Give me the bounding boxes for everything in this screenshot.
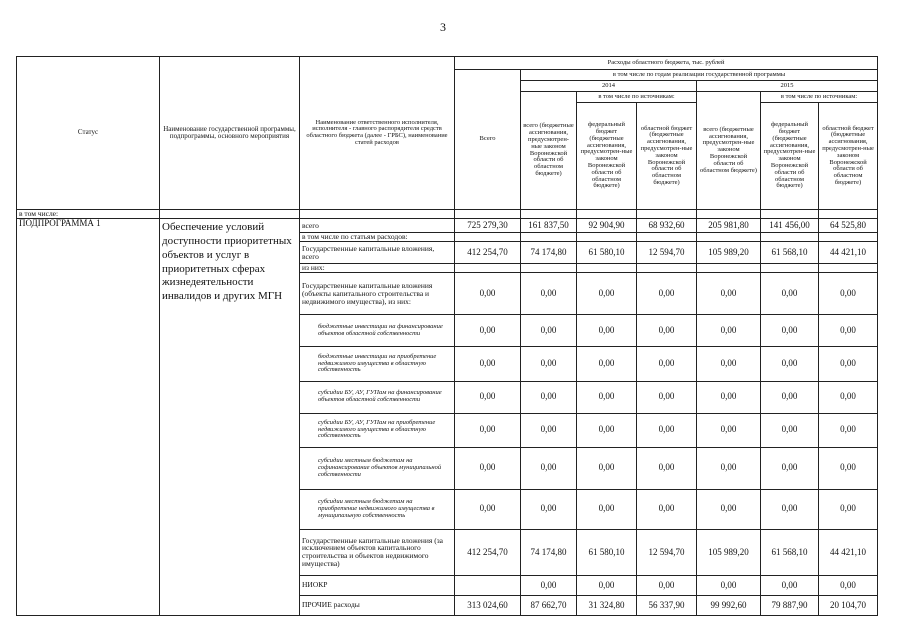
value-2015-federal: 0,00 <box>761 381 819 413</box>
header-program-name: Наименование государственной программы, подпрограммы, основного мероприятия <box>160 57 300 210</box>
value-2014-federal: 0,00 <box>577 315 637 347</box>
value-2015-federal: 0,00 <box>761 347 819 381</box>
value-2014-all: 0,00 <box>521 447 577 489</box>
value-2015-all: 205 981,80 <box>697 219 761 233</box>
value-2014-federal: 31 324,80 <box>577 595 637 615</box>
row-label: Государственные капитальные вложения (объекты капитального строительства и недвижимого имущества), из них: <box>300 273 455 315</box>
row-label: бюджетные инвестиции на приобретение недвижимого имущества в областную собственность <box>300 347 455 381</box>
value-2015-regional: 0,00 <box>819 447 878 489</box>
row-label: всего <box>300 219 455 233</box>
row-label: субсидии местным бюджетам на приобретение недвижимого имущества в муниципальную собственность <box>300 489 455 529</box>
row-label: в том числе по статьям расходов: <box>300 233 455 242</box>
value-2014-regional: 68 932,60 <box>637 219 697 233</box>
value-2015-federal: 0,00 <box>761 489 819 529</box>
budget-table <box>16 56 878 616</box>
value-total: 0,00 <box>455 489 521 529</box>
value-2015-federal: 141 456,00 <box>761 219 819 233</box>
header-expenses: Расходы областного бюджета, тыс. рублей <box>455 57 878 70</box>
value-2015-federal: 79 887,90 <box>761 595 819 615</box>
value-2014-all: 0,00 <box>521 381 577 413</box>
header-2014-by-sources: в том числе по источникам: <box>577 92 697 103</box>
value-2014-federal: 0,00 <box>577 447 637 489</box>
value-2014-all: 87 662,70 <box>521 595 577 615</box>
subprogram-status: ПОДПРОГРАММА 1 <box>17 219 160 616</box>
row-label: из них: <box>300 264 455 273</box>
value-2015-all: 0,00 <box>697 447 761 489</box>
header-2015-federal: федеральный бюджет (бюджетные ассигнования, предусмотрен-ные законом Воронежской области об областном бюджете) <box>761 103 819 210</box>
header-2015-all: всего (бюджетные ассигнования, предусмотрен-ные законом Воронежской области об областном бюджете) <box>697 92 761 210</box>
header-2014-federal: федеральный бюджет (бюджетные ассигнования, предусмотрен-ные законом Воронежской области об областном бюджете) <box>577 103 637 210</box>
row-label: Государственные капитальные вложения, всего <box>300 242 455 264</box>
value-2014-federal: 61 580,10 <box>577 529 637 575</box>
value-2015-all: 0,00 <box>697 575 761 595</box>
value-total: 0,00 <box>455 273 521 315</box>
header-year-2015: 2015 <box>697 81 878 92</box>
header-2015-regional: областной бюджет (бюджетные ассигнования, предусмотрен-ные законом Воронежской области об областном бюджете) <box>819 103 878 210</box>
value-2014-federal: 0,00 <box>577 575 637 595</box>
value-total: 0,00 <box>455 447 521 489</box>
value-2014-all: 0,00 <box>521 315 577 347</box>
header-year-2014: 2014 <box>521 81 697 92</box>
value-2014-all: 161 837,50 <box>521 219 577 233</box>
value-2015-federal: 61 568,10 <box>761 529 819 575</box>
value-2014-regional: 0,00 <box>637 381 697 413</box>
value-total: 0,00 <box>455 315 521 347</box>
value-2015-federal: 0,00 <box>761 575 819 595</box>
value-total: 0,00 <box>455 381 521 413</box>
value-2015-regional: 0,00 <box>819 575 878 595</box>
value-2014-regional: 12 594,70 <box>637 242 697 264</box>
header-2014-all: всего (бюджетные ассигнования, предусмотрен-ные законом Воронежской области об областном бюджете) <box>521 92 577 210</box>
value-2015-regional: 44 421,10 <box>819 242 878 264</box>
subprogram-name: Обеспечение условий доступности приоритетных объектов и услуг в приоритетных сферах жизнедеятельности инвалидов и других МГН <box>160 219 300 616</box>
value-total: 0,00 <box>455 347 521 381</box>
value-2014-regional: 0,00 <box>637 315 697 347</box>
value-2015-regional: 0,00 <box>819 489 878 529</box>
value-2014-all: 0,00 <box>521 413 577 447</box>
value-total: 313 024,60 <box>455 595 521 615</box>
value-2014-all: 0,00 <box>521 347 577 381</box>
value-2014-regional: 0,00 <box>637 273 697 315</box>
value-2014-regional: 0,00 <box>637 347 697 381</box>
value-2015-regional: 64 525,80 <box>819 219 878 233</box>
value-2014-federal: 61 580,10 <box>577 242 637 264</box>
value-2014-regional: 0,00 <box>637 447 697 489</box>
value-2015-all: 105 989,20 <box>697 529 761 575</box>
including-label: в том числе: <box>17 210 160 219</box>
value-2014-regional: 12 594,70 <box>637 529 697 575</box>
value-2015-all: 0,00 <box>697 315 761 347</box>
value-2015-regional: 0,00 <box>819 381 878 413</box>
value-2015-federal: 0,00 <box>761 273 819 315</box>
value-total: 725 279,30 <box>455 219 521 233</box>
value-total: 412 254,70 <box>455 529 521 575</box>
value-2014-federal: 0,00 <box>577 381 637 413</box>
value-2014-all: 74 174,80 <box>521 529 577 575</box>
value-total: 0,00 <box>455 413 521 447</box>
value-2015-federal: 61 568,10 <box>761 242 819 264</box>
header-executor: Наименование ответственного исполнителя, исполнителя - главного распорядителя средств областного бюджета (далее - ГРБС), наименование статей расходов <box>300 57 455 210</box>
value-2015-regional: 20 104,70 <box>819 595 878 615</box>
page-number: 3 <box>440 20 446 34</box>
value-2015-federal: 0,00 <box>761 447 819 489</box>
value-2015-all: 0,00 <box>697 489 761 529</box>
value-2015-all: 0,00 <box>697 381 761 413</box>
value-total: 412 254,70 <box>455 242 521 264</box>
row-label: субсидии БУ, АУ, ГУПам на приобретение недвижимого имущества в областную собственность <box>300 413 455 447</box>
header-status: Статус <box>17 57 160 210</box>
value-2014-all: 74 174,80 <box>521 242 577 264</box>
value-total <box>455 575 521 595</box>
value-2014-regional: 56 337,90 <box>637 595 697 615</box>
value-2015-regional: 44 421,10 <box>819 529 878 575</box>
value-2015-all: 105 989,20 <box>697 242 761 264</box>
value-2015-regional: 0,00 <box>819 315 878 347</box>
row-label: ПРОЧИЕ расходы <box>300 595 455 615</box>
header-2014-regional: областной бюджет (бюджетные ассигнования, предусмотрен-ные законом Воронежской области об областном бюджете) <box>637 103 697 210</box>
value-2015-all: 0,00 <box>697 273 761 315</box>
header-total: Всего <box>455 70 521 210</box>
header-by-years: в том числе по годам реализации государственной программы <box>521 70 878 81</box>
value-2014-regional: 0,00 <box>637 575 697 595</box>
row-label: субсидии местным бюджетам на софинансирование объектов муниципальной собственности <box>300 447 455 489</box>
row-label: субсидии БУ, АУ, ГУПам на финансирование объектов областной собственности <box>300 381 455 413</box>
value-2014-all: 0,00 <box>521 575 577 595</box>
value-2014-regional: 0,00 <box>637 413 697 447</box>
value-2014-federal: 0,00 <box>577 489 637 529</box>
header-2015-by-sources: в том числе по источникам: <box>761 92 878 103</box>
value-2015-all: 99 992,60 <box>697 595 761 615</box>
value-2015-federal: 0,00 <box>761 315 819 347</box>
value-2015-all: 0,00 <box>697 347 761 381</box>
value-2015-regional: 0,00 <box>819 347 878 381</box>
value-2014-all: 0,00 <box>521 489 577 529</box>
row-label: НИОКР <box>300 575 455 595</box>
value-2014-federal: 0,00 <box>577 413 637 447</box>
value-2015-regional: 0,00 <box>819 413 878 447</box>
value-2014-federal: 92 904,90 <box>577 219 637 233</box>
value-2014-federal: 0,00 <box>577 273 637 315</box>
value-2014-all: 0,00 <box>521 273 577 315</box>
row-label: Государственные капитальные вложения (за исключением объектов капитального строительства и объектов недвижимого имущества) <box>300 529 455 575</box>
row-label: бюджетные инвестиции на финансирование объектов областной собственности <box>300 315 455 347</box>
value-2014-federal: 0,00 <box>577 347 637 381</box>
value-2015-all: 0,00 <box>697 413 761 447</box>
value-2015-federal: 0,00 <box>761 413 819 447</box>
value-2015-regional: 0,00 <box>819 273 878 315</box>
value-2014-regional: 0,00 <box>637 489 697 529</box>
